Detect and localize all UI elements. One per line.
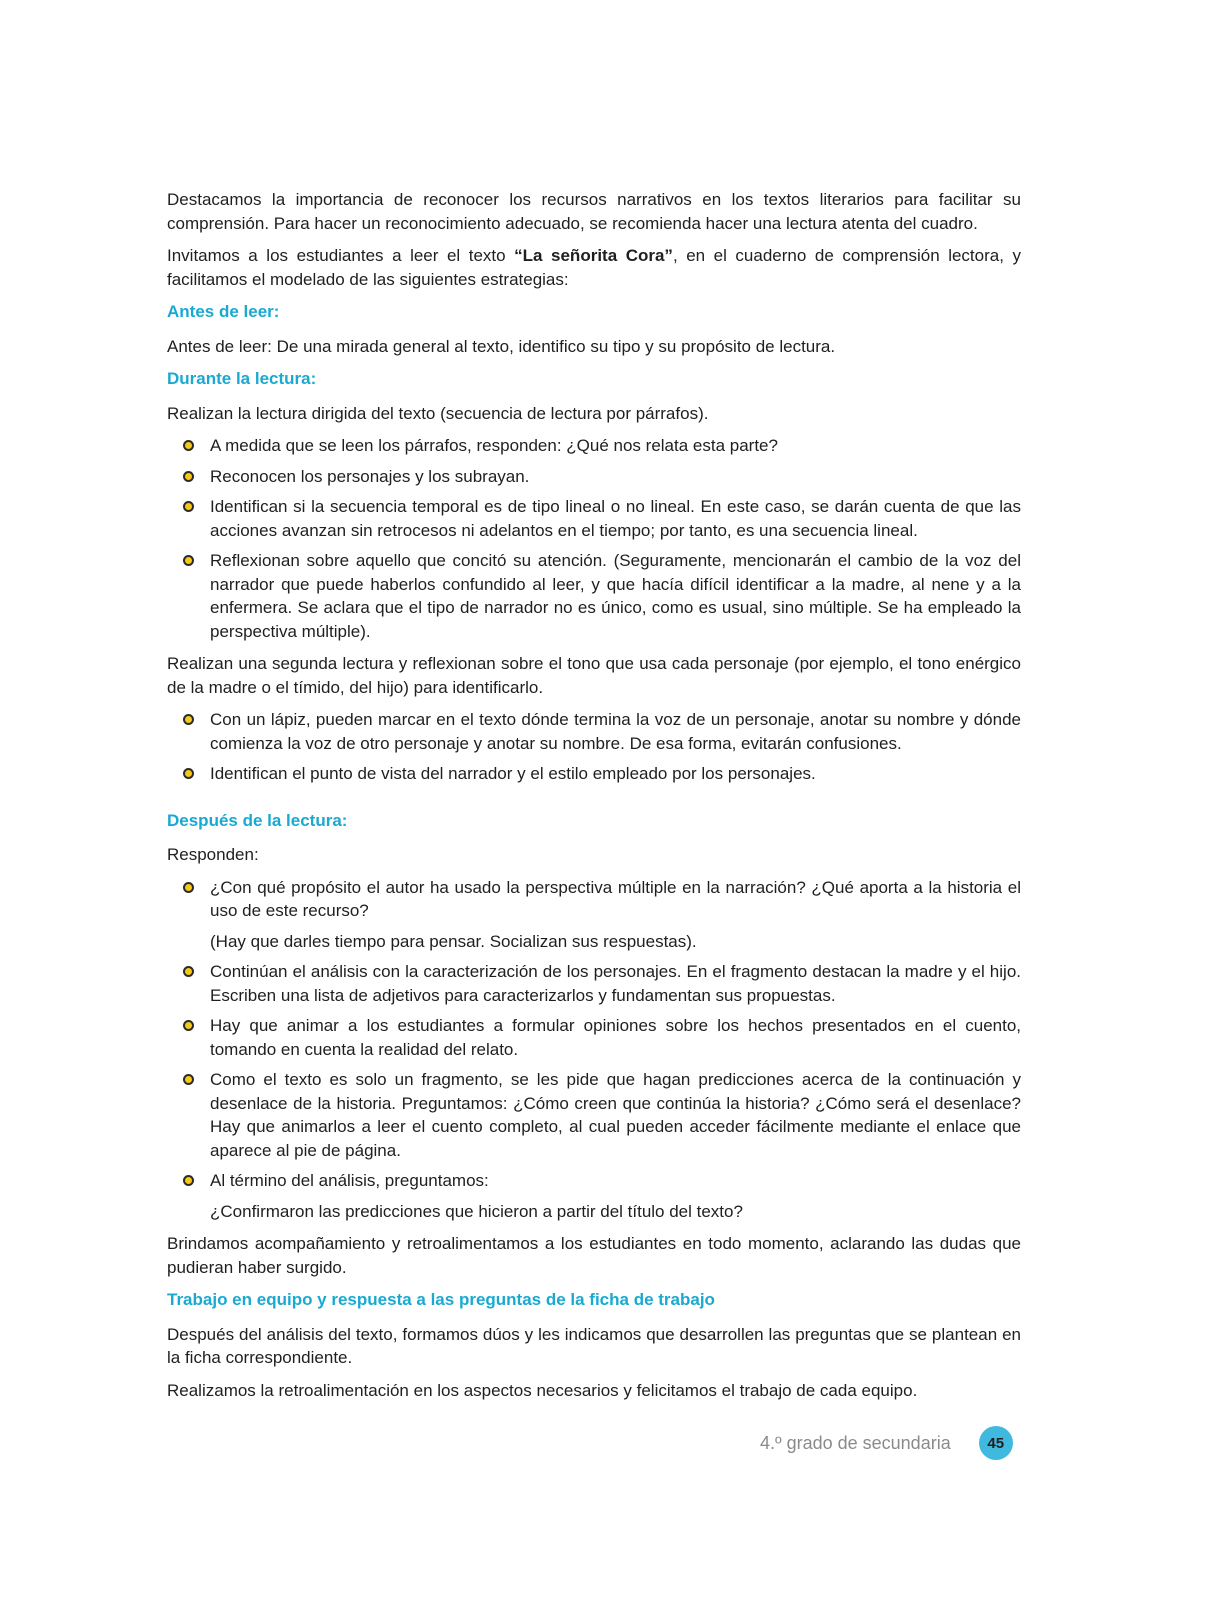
- intro-paragraph: Destacamos la importancia de reconocer los recursos narrativos en los textos literarios para facilitar su comprensión. Para hacer un reconocimiento adecuado, se recomienda hacer una lectura atenta del cuadro.: [167, 190, 1021, 233]
- despues-closing: Brindamos acompañamiento y retroalimentamos a los estudiantes en todo momento, aclarando las dudas que pudieran haber surgido.: [167, 1234, 1021, 1277]
- list-item-text: Como el texto es solo un fragmento, se les pide que hagan predicciones acerca de la continuación y desenlace de la historia. Preguntamos: ¿Cómo creen que continúa la historia? ¿Cómo será el desenlace? Hay que animarlos a leer el cuento completo, al cual pueden acceder fácilmente mediante el enlace que aparece al pie de página.: [210, 1070, 1021, 1160]
- list-item: [210, 708, 1021, 755]
- page-footer: [760, 1426, 1013, 1460]
- section-heading-trabajo: Trabajo en equipo y respuesta a las preguntas de la ficha de trabajo: [167, 1290, 715, 1309]
- bullet-icon: [183, 1175, 194, 1186]
- page-number-badge: 45: [979, 1426, 1013, 1460]
- list-item-text: Identifican si la secuencia temporal es de tipo lineal o no lineal. En este caso, se darán cuenta de que las acciones avanzan sin retrocesos ni adelantos en el tiempo; por tanto, es una secuencia lineal.: [210, 497, 1021, 540]
- list-item-text: Continúan el análisis con la caracterización de los personajes. En el fragmento destacan la madre y el hijo. Escriben una lista de adjetivos para caracterizarlos y fundamentan sus propuestas.: [210, 962, 1021, 1005]
- bullet-icon: [183, 768, 194, 779]
- bullet-icon: [183, 501, 194, 512]
- list-item: [210, 434, 1021, 458]
- durante-text-2: Realizan una segunda lectura y reflexionan sobre el tono que usa cada personaje (por ejemplo, el tono enérgico de la madre o el tímido, del hijo) para identificarlo.: [167, 654, 1021, 697]
- list-item: [210, 876, 1021, 954]
- list-item: [210, 762, 1021, 786]
- bullet-icon: [183, 471, 194, 482]
- trabajo-text: Después del análisis del texto, formamos dúos y les indicamos que desarrollen las preguntas que se plantean en la ficha correspondiente.: [167, 1324, 1021, 1367]
- intro-text-before: Invitamos a los estudiantes a leer el texto: [167, 246, 515, 265]
- despues-text: Responden:: [167, 845, 259, 864]
- durante-text: Realizan la lectura dirigida del texto (secuencia de lectura por párrafos).: [167, 403, 709, 423]
- list-item: [210, 465, 1021, 489]
- spacer: [167, 795, 1021, 809]
- list-item-text: Hay que animar a los estudiantes a formular opiniones sobre los hechos presentados en el cuento, tomando en cuenta la realidad del relato.: [210, 1016, 1021, 1059]
- bullet-icon: [183, 1020, 194, 1031]
- durante-list: [167, 434, 1021, 643]
- list-item-text: Al término del análisis, preguntamos:: [210, 1171, 489, 1190]
- bullet-icon: [183, 555, 194, 566]
- list-item-text: Reconocen los personajes y los subrayan.: [210, 466, 530, 486]
- list-item-text: A medida que se leen los párrafos, responden: ¿Qué nos relata esta parte?: [210, 436, 778, 455]
- list-item-note: ¿Confirmaron las predicciones que hicieron a partir del título del texto?: [210, 1201, 743, 1221]
- list-item: [210, 495, 1021, 542]
- trabajo-text-2: Realizamos la retroalimentación en los aspectos necesarios y felicitamos el trabajo de cada equipo.: [167, 1380, 918, 1400]
- list-item: [210, 960, 1021, 1007]
- list-item: [210, 549, 1021, 643]
- list-item-text: ¿Con qué propósito el autor ha usado la perspectiva múltiple en la narración? ¿Qué aporta a la historia el uso de este recurso?: [210, 877, 1021, 920]
- list-item-note: (Hay que darles tiempo para pensar. Socializan sus respuestas).: [210, 931, 697, 951]
- list-item-text: Identifican el punto de vista del narrador y el estilo empleado por los personajes.: [210, 764, 816, 783]
- list-item-text: Con un lápiz, pueden marcar en el texto dónde termina la voz de un personaje, anotar su nombre y dónde comienza la voz de otro personaje y anotar su nombre. De esa forma, evitarán confusiones.: [210, 710, 1021, 753]
- list-item: [210, 1169, 1021, 1223]
- section-heading-durante: Durante la lectura:: [167, 369, 317, 388]
- intro-text-after: , en el cuaderno de comprensión lectora, y facilitamos el modelado de las siguientes estrategias:: [167, 246, 1021, 289]
- list-item-text: Reflexionan sobre aquello que concitó su atención. (Seguramente, mencionarán el cambio de la voz del narrador que puede haberlos confundido al leer, y que hacía difícil identificar a la madre, al nene y a la enfermera. Se aclara que el tipo de narrador no es único, como es usual, sino múltiple. Se ha empleado la perspectiva múltiple).: [210, 551, 1021, 641]
- section-heading-despues: Después de la lectura:: [167, 810, 348, 830]
- durante-list-2: [167, 708, 1021, 786]
- list-item: [210, 1068, 1021, 1162]
- bullet-icon: [183, 714, 194, 725]
- antes-text: Antes de leer: De una mirada general al texto, identifico su tipo y su propósito de lectura.: [167, 336, 836, 356]
- bullet-icon: [183, 966, 194, 977]
- grade-label: 4.º grado de secundaria: [760, 1432, 951, 1453]
- despues-list: [167, 876, 1021, 1224]
- bullet-icon: [183, 1074, 194, 1085]
- section-heading-antes: Antes de leer:: [167, 302, 280, 321]
- bullet-icon: [183, 882, 194, 893]
- bullet-icon: [183, 440, 194, 451]
- intro-paragraph-2: [167, 244, 1021, 291]
- page-content: [167, 188, 1021, 1411]
- list-item: [210, 1014, 1021, 1061]
- story-title: “La señorita Cora”: [514, 246, 673, 265]
